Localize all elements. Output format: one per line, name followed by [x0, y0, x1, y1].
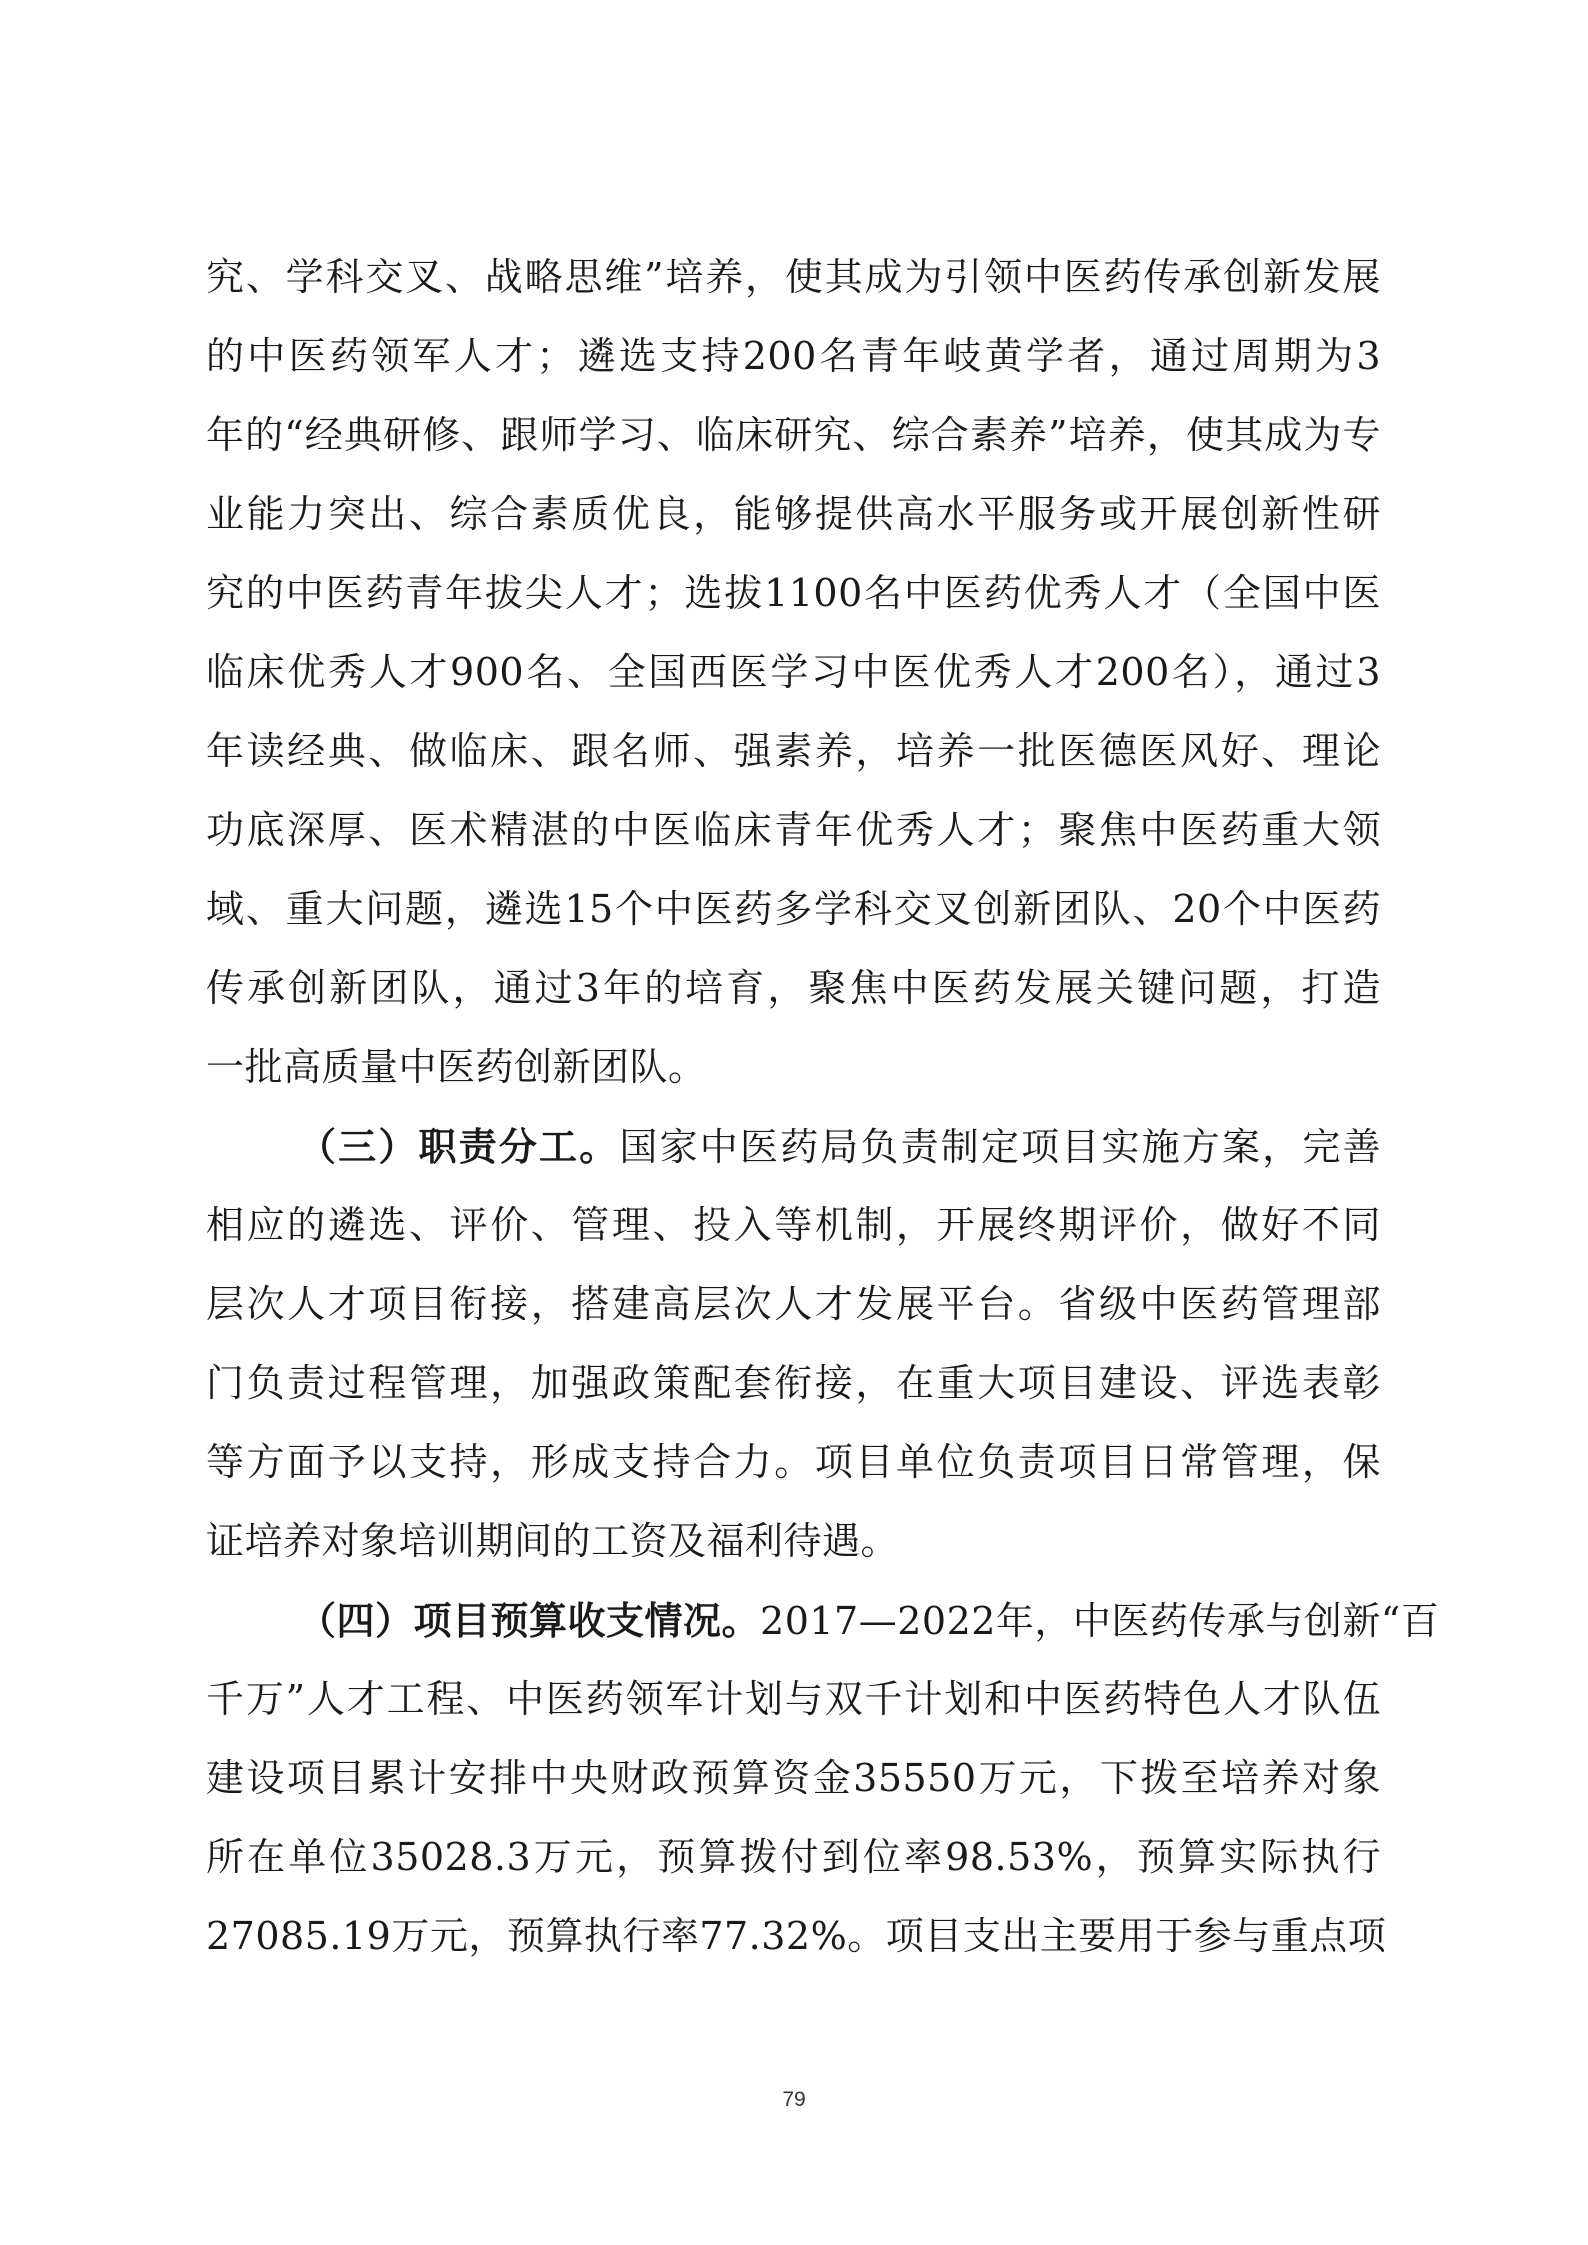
- paragraph-first-line: [206, 1581, 1440, 1660]
- paragraph-line: 的中医药领军人才；遴选支持200名青年岐黄学者，通过周期为3: [206, 334, 1381, 378]
- paragraph-line: 业能力突出、综合素质优良，能够提供高水平服务或开展创新性研: [206, 492, 1381, 536]
- paragraph-line: 证培养对象培训期间的工资及福利待遇。: [206, 1519, 900, 1563]
- paragraph-line: 建设项目累计安排中央财政预算资金35550万元，下拨至培养对象: [206, 1756, 1381, 1800]
- paragraph-line: 门负责过程管理，加强政策配套衔接，在重大项目建设、评选表彰: [206, 1361, 1381, 1405]
- paragraph-line: 究、学科交叉、战略思维”培养，使其成为引领中医药传承创新发展: [206, 255, 1381, 299]
- paragraph-line: 传承创新团队，通过3年的培育，聚焦中医药发展关键问题，打造: [206, 966, 1381, 1010]
- section-heading-responsibilities: （三）职责分工。: [298, 1124, 620, 1169]
- paragraph-line: 功底深厚、医术精湛的中医临床青年优秀人才；聚焦中医药重大领: [206, 808, 1381, 852]
- paragraph-line: 等方面予以支持，形成支持合力。项目单位负责项目日常管理，保: [206, 1440, 1381, 1484]
- paragraph-line: 一批高质量中医药创新团队。: [206, 1045, 707, 1089]
- page-number: 79: [782, 2088, 806, 2111]
- paragraph-text: 2017—2022年，中医药传承与创新“百: [760, 1599, 1440, 1643]
- paragraph-line: 相应的遴选、评价、管理、投入等机制，开展终期评价，做好不同: [206, 1203, 1381, 1247]
- body-text: [206, 238, 1440, 1976]
- section-heading-budget: （四）项目预算收支情况。: [298, 1598, 761, 1643]
- paragraph-first-line: [206, 1107, 1381, 1186]
- paragraph-line: 千万”人才工程、中医药领军计划与双千计划和中医药特色人才队伍: [206, 1677, 1381, 1721]
- paragraph-line: 域、重大问题，遴选15个中医药多学科交叉创新团队、20个中医药: [206, 887, 1381, 931]
- paragraph-line: 临床优秀人才900名、全国西医学习中医优秀人才200名），通过3: [206, 650, 1381, 694]
- paragraph-line: 年读经典、做临床、跟名师、强素养，培养一批医德医风好、理论: [206, 729, 1381, 773]
- paragraph-line: 年的“经典研修、跟师学习、临床研究、综合素养”培养，使其成为专: [206, 413, 1381, 457]
- paragraph-line: 27085.19万元，预算执行率77.32%。项目支出主要用于参与重点项: [206, 1914, 1387, 1958]
- paragraph-line: 究的中医药青年拔尖人才；选拔1100名中医药优秀人才（全国中医: [206, 571, 1381, 615]
- paragraph-line: 层次人才项目衔接，搭建高层次人才发展平台。省级中医药管理部: [206, 1282, 1381, 1326]
- paragraph-line: 所在单位35028.3万元，预算拨付到位率98.53%，预算实际执行: [206, 1835, 1381, 1879]
- paragraph-text: 国家中医药局负责制定项目实施方案，完善: [619, 1125, 1381, 1169]
